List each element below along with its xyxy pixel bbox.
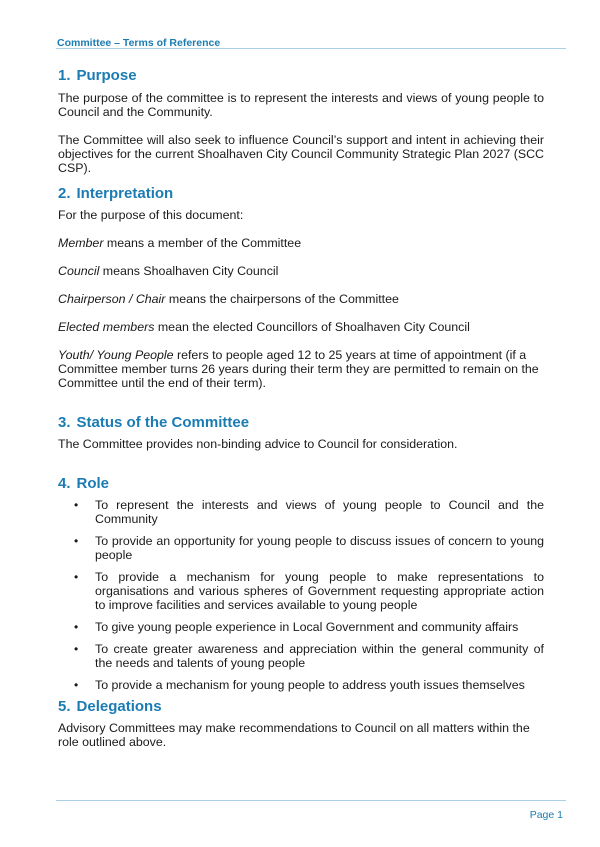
definition-member	[58, 236, 544, 250]
role-item	[58, 642, 544, 670]
section-number: 4.	[58, 475, 71, 492]
purpose-paragraph-2: The Committee will also seek to influence Council’s support and intent in achieving their objectives for the current Shoalhaven City Council Community Strategic Plan 2027 (SCC CSP).	[58, 133, 544, 175]
definition-text: means the chairpersons of the Committee	[165, 292, 399, 306]
definition-elected-members	[58, 320, 544, 334]
section-title: Role	[76, 475, 110, 492]
bullet-icon: •	[74, 534, 79, 548]
role-item-text: To create greater awareness and appreciation within the general community of the needs and talents of young people	[95, 642, 544, 670]
definition-council	[58, 264, 544, 278]
section-number: 5.	[58, 698, 71, 715]
bullet-icon: •	[74, 570, 79, 584]
section-heading-role	[58, 475, 109, 493]
header-title: Committee – Terms of Reference	[57, 37, 221, 49]
role-item	[58, 570, 544, 612]
definition-term: Council	[58, 264, 100, 278]
role-item	[58, 678, 544, 692]
section-heading-delegations	[58, 698, 162, 716]
section-number: 2.	[58, 185, 71, 202]
role-item-text: To provide an opportunity for young people to discuss issues of concern to young people	[95, 534, 544, 562]
role-item	[58, 534, 544, 562]
definition-text: mean the elected Councillors of Shoalhaven City Council	[154, 320, 470, 334]
definition-text: means a member of the Committee	[103, 236, 302, 250]
section-number: 1.	[58, 67, 71, 84]
section-title: Status of the Committee	[76, 414, 250, 431]
section-title: Purpose	[76, 67, 137, 84]
role-item	[58, 498, 544, 526]
role-item-text: To provide a mechanism for young people to make representations to organisations and various spheres of Government requesting appropriate action to improve facilities and services available to young people	[95, 570, 544, 612]
definition-term: Youth/ Young People	[58, 348, 174, 362]
section-title: Interpretation	[76, 185, 174, 202]
role-list	[58, 498, 544, 700]
section-heading-purpose	[58, 67, 137, 85]
definition-text: means Shoalhaven City Council	[99, 264, 279, 278]
section-title: Delegations	[76, 698, 162, 715]
footer-divider	[56, 800, 566, 801]
role-item-text: To give young people experience in Local Government and community affairs	[95, 620, 519, 634]
header-divider	[56, 48, 566, 49]
definition-chairperson	[58, 292, 544, 306]
definition-term: Member	[58, 236, 104, 250]
purpose-paragraph-1: The purpose of the committee is to represent the interests and views of young people to Council and the Community.	[58, 91, 544, 119]
interpretation-intro: For the purpose of this document:	[58, 208, 244, 222]
section-heading-status	[58, 414, 249, 432]
bullet-icon: •	[74, 498, 79, 512]
section-heading-interpretation	[58, 185, 173, 203]
definition-term: Chairperson / Chair	[58, 292, 166, 306]
section-number: 3.	[58, 414, 71, 431]
delegations-text: Advisory Committees may make recommendations to Council on all matters within the role outlined above.	[58, 721, 530, 749]
definition-youth	[58, 348, 544, 390]
role-item-text: To represent the interests and views of young people to Council and the Community	[95, 498, 544, 526]
page-number: Page 1	[529, 809, 563, 821]
status-text: The Committee provides non-binding advice to Council for consideration.	[58, 437, 458, 451]
bullet-icon: •	[74, 678, 79, 692]
role-item	[58, 620, 544, 634]
role-item-text: To provide a mechanism for young people to address youth issues themselves	[95, 678, 525, 692]
bullet-icon: •	[74, 642, 79, 656]
bullet-icon: •	[74, 620, 79, 634]
definition-term: Elected members	[58, 320, 155, 334]
definition-text: refers to people aged 12 to 25 years at time of appointment (if a Committee member turns 26 years during their term they are permitted to remain on the Committee until the end of their term).	[58, 348, 539, 390]
